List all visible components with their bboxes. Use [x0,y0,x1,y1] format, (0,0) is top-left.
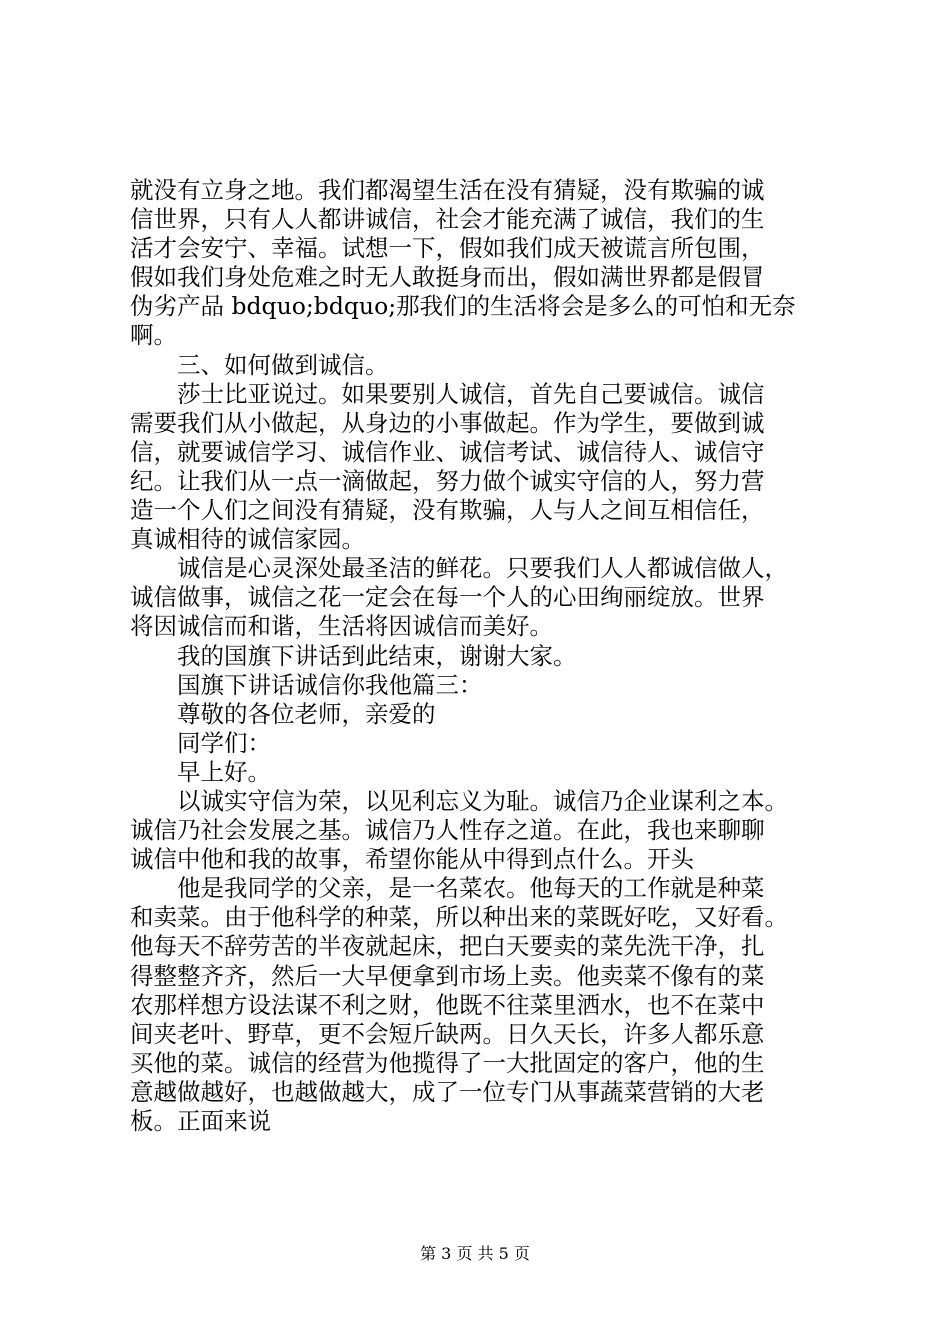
text-line: 莎士比亚说过。如果要别人诚信，首先自己要诚信。诚信 [177,379,765,408]
text-line: 同学们： [177,728,271,757]
text-line: 假如我们身处危难之时无人敢挺身而出，假如满世界都是假冒 [130,263,765,292]
text-line: 就没有立身之地。我们都渴望生活在没有猜疑，没有欺骗的诚 [130,176,765,204]
text-line: 诚信是心灵深处最圣洁的鲜花。只要我们人人都诚信做人， [177,554,788,583]
text-line: 造一个人们之间没有猜疑，没有欺骗，人与人之间互相信任， [130,496,765,525]
text-line: 伪劣产品 bdquo;bdquo;那我们的生活将会是多么的可怕和无奈 [130,292,796,321]
text-line: 得整整齐齐，然后一大早便拿到市场上卖。他卖菜不像有的菜 [130,961,765,990]
text-line: 诚信中他和我的故事，希望你能从中得到点什么。开头 [130,845,694,874]
text-line: 板。正面来说 [130,1107,271,1135]
text-line: 信世界，只有人人都讲诚信，社会才能充满了诚信，我们的生 [130,205,765,234]
text-line: 农那样想方设法谋不利之财，他既不往菜里洒水，也不在菜中 [130,990,765,1019]
page-footer: 第 3 页 共 5 页 [420,1244,530,1263]
text-line: 买他的菜。诚信的经营为他揽得了一大批固定的客户，他的生 [130,1048,765,1077]
text-line: 三、如何做到诚信。 [177,350,389,379]
text-line: 我的国旗下讲话到此结束，谢谢大家。 [177,641,577,670]
text-line: 诚信乃社会发展之基。诚信乃人性存之道。在此，我也来聊聊 [130,816,765,845]
text-line: 意越做越好，也越做越大，成了一位专门从事蔬菜营销的大老 [130,1077,765,1106]
text-line: 国旗下讲话诚信你我他篇三： [177,670,483,699]
text-line: 真诚相待的诚信家园。 [130,525,365,554]
text-line: 间夹老叶、野草，更不会短斤缺两。日久天长，许多人都乐意 [130,1019,765,1048]
text-line: 需要我们从小做起，从身边的小事做起。作为学生，要做到诚 [130,408,765,437]
text-line: 以诚实守信为荣，以见利忘义为耻。诚信乃企业谋利之本。 [177,786,788,815]
text-line: 他是我同学的父亲，是一名菜农。他每天的工作就是种菜 [177,874,765,903]
text-line: 信，就要诚信学习、诚信作业、诚信考试、诚信待人、诚信守 [130,437,765,466]
text-line: 和卖菜。由于他科学的种菜，所以种出来的菜既好吃，又好看。 [130,903,788,932]
text-line: 诚信做事，诚信之花一定会在每一个人的心田绚丽绽放。世界 [130,583,765,612]
text-line: 纪。让我们从一点一滴做起，努力做个诚实守信的人，努力营 [130,466,765,495]
text-line: 啊。 [130,321,177,350]
text-line: 将因诚信而和谐，生活将因诚信而美好。 [130,612,553,641]
text-line: 他每天不辞劳苦的半夜就起床，把白天要卖的菜先洗干净，扎 [130,932,765,961]
body-text [130,176,834,1136]
text-line: 早上好。 [177,757,271,786]
text-line: 活才会安宁、幸福。试想一下，假如我们成天被谎言所包围， [130,234,765,263]
text-line: 尊敬的各位老师，亲爱的 [177,699,436,728]
